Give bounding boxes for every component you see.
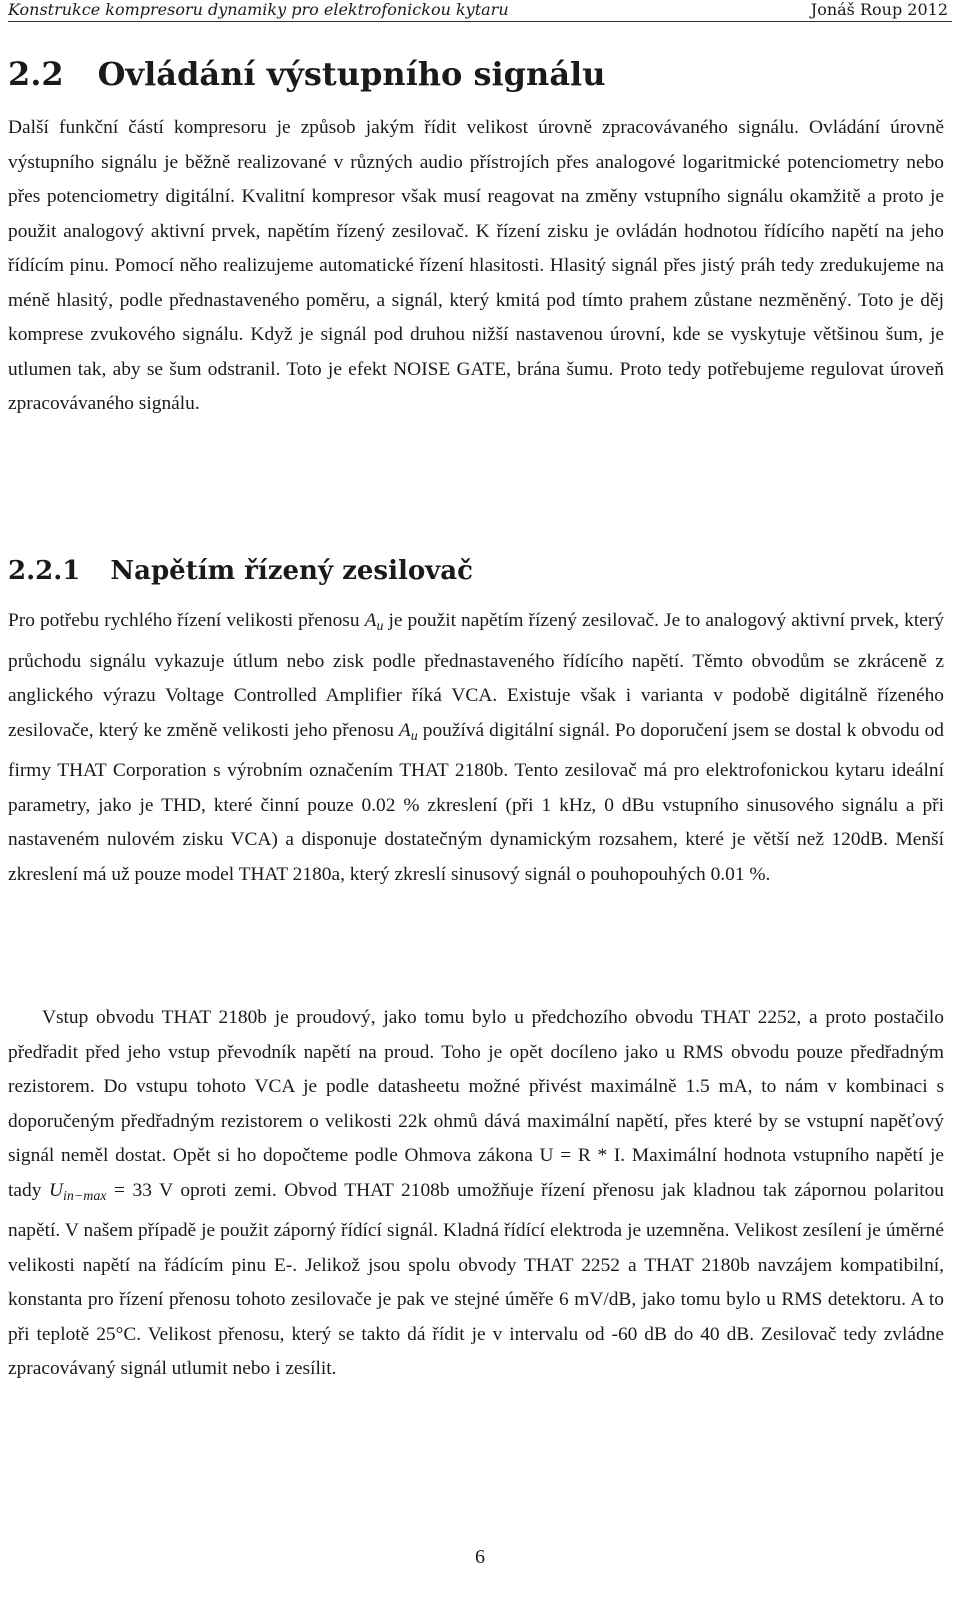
math-symbol: A — [364, 610, 377, 631]
math-subscript: u — [410, 728, 418, 744]
text-segment: Pro potřebu rychlého řízení velikosti přenosu — [8, 610, 365, 631]
text-segment: = 33 V oproti zemi. Obvod THAT 2108b umožňuje řízení přenosu jak kladnou tak zápornou polaritou napětí. V našem případě je použit záporný řídící signál. Kladná řídící elektroda je uzemněna. Velikost zesílení je úměrné velikosti napětí na řádícím pinu E-. Jelikož jsou spolu obvody THAT 2252 a THAT 2180b navzájem kompatibilní, konstanta pro řízení přenosu tohoto zesilovače je pak ve stejné úměře 6 mV/dB, jako tomu bylo u RMS detektoru. A to při teplotě 25°C. Velikost přenosu, který se takto dá řídit je v intervalu od -60 dB do 40 dB. Zesilovač tedy zvládne zpracovávaný signál utlumit nebo i zesílit. — [8, 1179, 944, 1380]
page-number: 6 — [475, 1546, 485, 1568]
text-segment: Vstup obvodu THAT 2180b je proudový, jako tomu bylo u předchozího obvodu THAT 2252, a proto postačilo předřadit před jeho vstup převodník napětí na proud. Toho je opět docíleno jako u RMS obvodu pouze předřadným rezistorem. Do vstupu tohoto VCA je podle datasheetu možné přivést maximálně 1.5 mA, to nám v kombinaci s doporučeným předřadným rezistorem o velikosti 22k ohmů dává maximální napětí, přes které by se vstupní napěťový signál neměl dostat. Opět si ho dopočteme podle Ohmova zákona U = R * I. Maximální hodnota vstupního napětí je tady — [8, 1007, 944, 1201]
text-segment: používá digitální signál. Po doporučení jsem se dostal k obvodu od firmy THAT Corporation s výrobním označením THAT 2180b. Tento zesilovač má pro elektrofonickou kytaru ideální parametry, jako je THD, které činní pouze 0.02 % zkreslení (při 1 kHz, 0 dBu vstupního sinusového signálu a při nastaveném nulovém zisku VCA) a disponuje dostatečným dynamickým rozsahem, které je větší než 120dB. Menší zkreslení má už pouze model THAT 2180a, který zkreslí sinusový signál o pouhopouhých 0.01 %. — [8, 719, 944, 885]
math-symbol: U — [48, 1179, 63, 1201]
math-symbol: A — [398, 719, 411, 741]
math-symbol-uinmax — [48, 1179, 107, 1204]
subsection-number: 2.2.1 — [8, 556, 81, 586]
math-subscript: u — [376, 619, 384, 635]
paragraph-vca-intro — [8, 604, 944, 892]
math-symbol-au — [398, 719, 418, 744]
math-subscript: in−max — [62, 1188, 107, 1204]
section-number: 2.2 — [8, 55, 64, 93]
paragraph-output-signal-control: Další funkční částí kompresoru je způsob jakým řídit velikost úrovně zpracovávaného signálu. Ovládání úrovně výstupního signálu je běžně realizované v různých audio přístrojích přes analogové logaritmické potenciometry nebo přes potenciometry digitální. Kvalitní kompresor však musí reagovat na změny vstupního signálu okamžitě a proto je použit analogový aktivní prvek, napětím řízený zesilovač. K řízení zisku je ovládán hodnotou řídícího napětí na jeho řídícím pinu. Pomocí něho realizujeme automatické řízení hlasitosti. Hlasitý signál přes jistý práh tedy zredukujeme na méně hlasitý, podle přednastaveného poměru, a signál, který kmitá pod tímto prahem zůstane nezměněný. Toto je děj komprese zvukového signálu. Když je signál pod druhou nižší nastavenou úrovní, kde se vyskytuje většinou šum, je utlumen tak, aby se šum odstranil. Toto je efekt NOISE GATE, brána šumu. Proto tedy potřebujeme regulovat úroveň zpracovávaného signálu. — [8, 117, 944, 414]
section-title: Ovládání výstupního signálu — [97, 55, 606, 93]
subsection-heading — [8, 554, 473, 588]
section-heading — [8, 54, 605, 94]
subsection-title: Napětím řízený zesilovač — [110, 556, 473, 586]
paragraph-that2180b-input — [8, 1001, 944, 1387]
text-segment: je použit napětím řízený zesilovač. Je to analogový aktivní prvek, který průchodu signálu vykazuje útlum nebo zisk podle přednastaveného řídícího napětí. Těmto obvodům se zkráceně z anglického výrazu Voltage Controlled Amplifier říká VCA. Existuje však i varianta v podobě digitálně řízeného zesilovače, který ke změně velikosti jeho přenosu — [8, 610, 944, 741]
header-title: Konstrukce kompresoru dynamiky pro elektrofonickou kytaru — [8, 0, 509, 19]
header-rule — [8, 21, 952, 22]
math-symbol-au — [364, 610, 384, 635]
header-author-year: Jonáš Roup 2012 — [810, 0, 948, 19]
running-header — [8, 0, 952, 20]
document-page — [8, 0, 952, 1597]
